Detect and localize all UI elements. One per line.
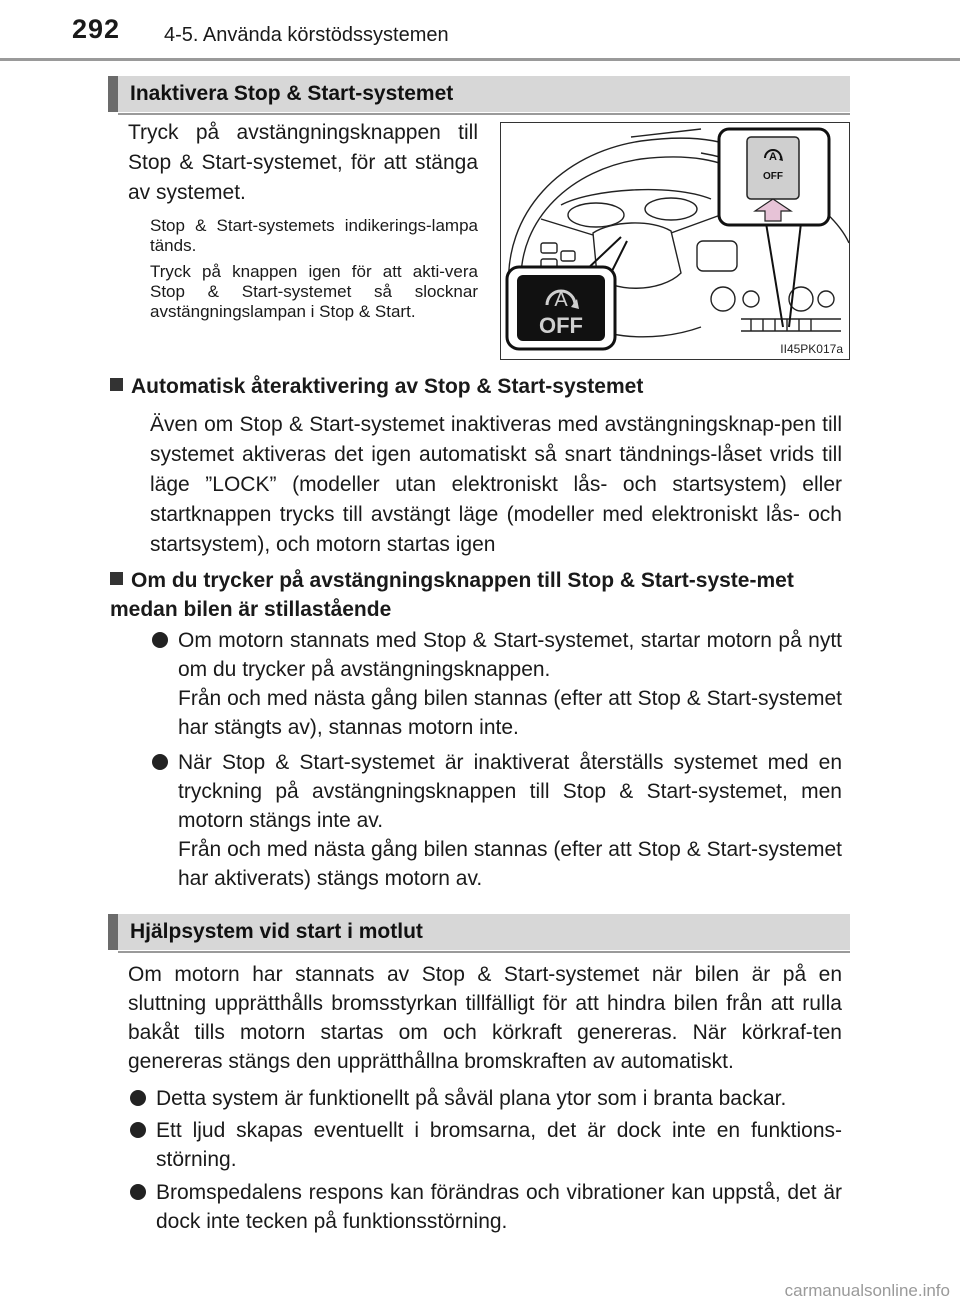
auto-reactivation-text: Även om Stop & Start-systemet inaktiveras med avstängningsknap-pen till systemet aktiveras det igen automatiskt så snart tändnings-låset vrids till läge ”LOCK” (modeller utan elektroniskt lås- och startsystem) eller startknappen trycks till avstängt läge (modeller med elektroniskt lås- och startsystem), och motorn startas igen [150, 413, 842, 556]
bullet-dot [130, 1090, 146, 1106]
section-heading-label: Inaktivera Stop & Start-systemet [130, 82, 454, 105]
hill-start-bullet-1: Detta system är funktionellt på såväl plana ytor som i branta backar. [156, 1084, 842, 1113]
header-rule [0, 58, 960, 61]
hill-start-text: Om motorn har stannats av Stop & Start-systemet när bilen är på en sluttning upprätthålls bromsstyrkan tillfälligt för att hindra bilen från att rulla bakåt tills motorn startas om och körkraft genereras. När körkraf-ten genereras stängs den upprätthållna bromskraften av automatiskt. [128, 963, 842, 1073]
page-number: 292 [72, 14, 121, 44]
square-bullet-icon [110, 572, 123, 585]
figure-code: II45PK017a [780, 342, 843, 356]
svg-text:A: A [554, 289, 568, 311]
hill-start-bullet-3: Bromspedalens respons kan förändras och vibrationer kan uppstå, det är dock inte tecken på funktionsstörning. [156, 1178, 842, 1236]
hill-start-bullet-2: Ett ljud skapas eventuellt i bromsarna, det är dock inte en funktions-störning. [156, 1116, 842, 1174]
note-reactivate: Tryck på knappen igen för att akti-vera Stop & Start-systemet så slocknar avstängningslampan i Stop & Start. [150, 262, 478, 321]
dashboard-illustration [500, 122, 850, 360]
bullet-dot [152, 754, 168, 770]
stationary-bullet-1: Om motorn stannats med Stop & Start-systemet, startar motorn på nytt om du trycker på avstängningsknappen. Från och med nästa gång bilen stannas (efter att Stop & Start-systemet har stängts av), stannas motorn inte. [178, 626, 842, 742]
stationary-bullet-2: När Stop & Start-systemet är inaktiverat återställs systemet med en tryckning på avstängningsknappen till Stop & Start-systemet, men motorn stängs inte av. Från och med nästa gång bilen stannas (efter att Stop & Start-systemet har aktiverats) stängs motorn av. [178, 748, 842, 893]
bullet-dot [130, 1184, 146, 1200]
off-label-large: OFF [539, 313, 583, 338]
section-heading-label: Hjälpsystem vid start i motlut [130, 920, 423, 943]
section-heading-disable-stop-start [108, 76, 850, 112]
auto-stop-start-icon-small [761, 143, 785, 167]
heading-stationary: Om du trycker på avstängningsknappen till Stop & Start-syste-met medan bilen är stillastående [110, 569, 794, 621]
square-bullet-icon [110, 378, 123, 391]
bullet-dot [130, 1122, 146, 1138]
bullet-dot [152, 632, 168, 648]
heading-auto-reactivation: Automatisk återaktivering av Stop & Start-systemet [110, 372, 850, 401]
off-label-small: OFF [763, 171, 783, 182]
note-indicator-lamp: Stop & Start-systemets indikerings-lampa tänds. [150, 216, 478, 255]
chapter-title: 4-5. Använda körstödssystemen [164, 24, 449, 46]
auto-stop-start-icon-large [539, 277, 583, 313]
section-heading-hill-start [108, 914, 850, 950]
intro-paragraph: Tryck på avstängningsknappen till Stop & Start-systemet, för att stänga av systemet. [128, 121, 478, 204]
footer-watermark[interactable]: carmanualsonline.info [784, 1281, 950, 1300]
svg-text:A: A [769, 151, 777, 163]
